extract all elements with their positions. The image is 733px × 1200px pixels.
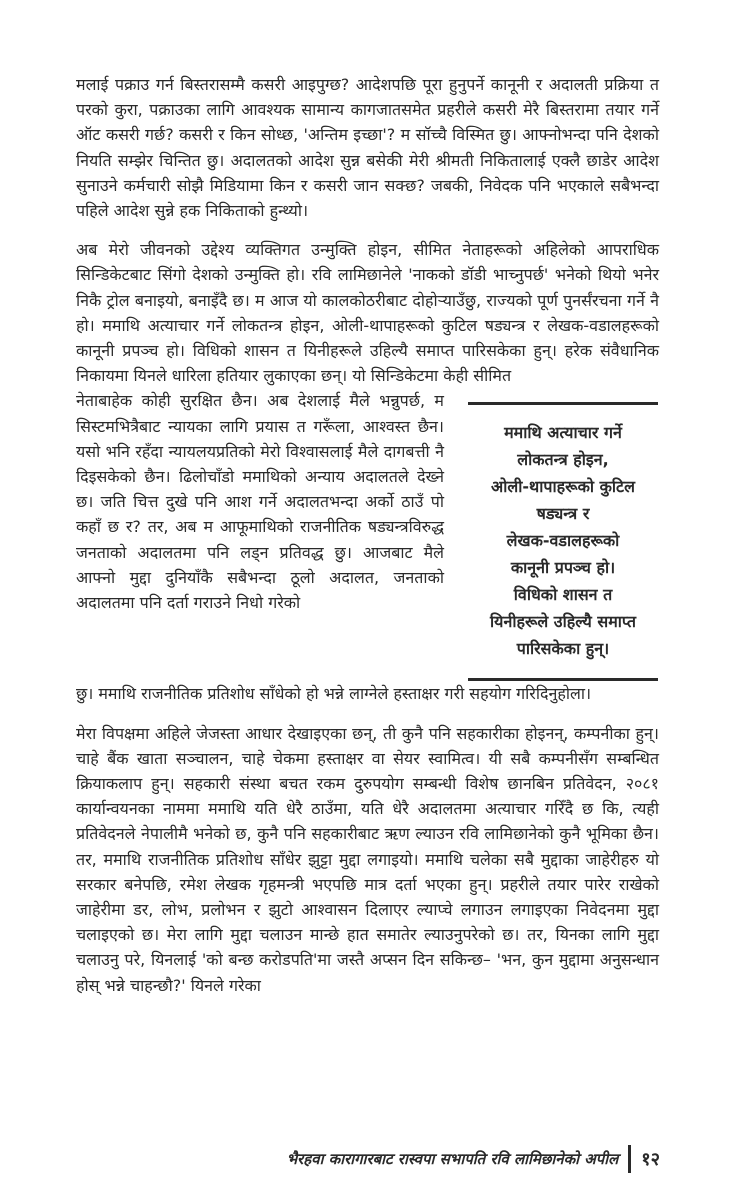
paragraph-purpose: अब मेरो जीवनको उद्देश्य व्यक्तिगत उन्मुक्ति होइन, सीमित नेताहरूको अहिलेको आपराधिक सिन्डिकेटबाट सिंगो देशको उन्मुक्ति हो। रवि लामिछानेले 'नाकको डॉडी भाच्नुपर्छ' भनेको थियो भनेर निकै ट्रोल बनाइयो, बनाइँदै छ। म आज यो कालकोठरीबाट दोहोऱ्याउँछु, राज्यको पूर्ण पुनर्संरचना गर्ने नै हो। ममाथि अत्याचार गर्ने लोकतन्त्र होइन, ओली-थापाहरूको कुटिल षड्यन्त्र र लेखक-वडालहरूको कानूनी प्रपञ्च हो। विधिको शासन त यिनीहरूले उहिल्यै समाप्त पारिसकेका हुन्। हरेक संवैधानिक निकायमा यिनले धारिला हतियार लुकाएका छन्। यो सिन्डिकेटमा केही सीमित bbox=[76, 240, 659, 386]
pull-quote-line: ममाथि अत्याचार गर्ने bbox=[504, 423, 622, 443]
paragraph-cases: मेरा विपक्षमा अहिले जेजस्ता आधार देखाइएका छन्, ती कुनै पनि सहकारीका होइनन्, कम्पनीका हुन्। चाहे बैंक खाता सञ्चालन, चाहे चेकमा हस्ताक्षर वा सेयर स्वामित्व। यी सबै कम्पनीसँग सम्बन्धित क्रियाकलाप हुन्। सहकारी संस्था बचत रकम दुरुपयोग सम्बन्धी विशेष छानबिन प्रतिवेदन, २०८१ कार्यान्वयनका नाममा ममाथि यति धेरै ठाउँमा, यति धेरै अदालतमा अत्याचार गरिँदै छ कि, त्यही प्रतिवेदनले नेपालीमै भनेको छ, कुनै पनि सहकारीबाट ऋण ल्याउन रवि लामिछानेको कुनै भूमिका छैन। तर, ममाथि राजनीतिक प्रतिशोध साँधेर झुट्टा मुद्दा लगाइयो। ममाथि चलेका सबै मुद्दाका जाहेरीहरु यो सरकार बनेपछि, रमेश लेखक गृहमन्त्री भएपछि मात्र दर्ता भएका हुन्। प्रहरीले तयार पारेर राखेको जाहेरीमा डर, लोभ, प्रलोभन र झुटो आश्वासन दिलाएर ल्याप्चे लगाउन लगाइएका निवेदनमा मुद्दा चलाइएको छ। मेरा लागि मुद्दा चलाउन मान्छे हात समातेर ल्याउनुपरेको छ। तर, यिनका लागि मुद्दा चलाउनु परे, यिनलाई 'को बन्छ करोडपति'मा जस्तै अप्सन दिन सकिन्छ– 'भन, कुन मुद्दामा अनुसन्धान होस् भन्ने चाहन्छौ?' यिनले गरेका bbox=[76, 723, 659, 995]
pull-quote-line: यिनीहरूले उहिल्यै समाप्त bbox=[490, 612, 636, 632]
paragraph-purpose-wrapped: नेताबाहेक कोही सुरक्षित छैन। अब देशलाई मैले भन्नुपर्छ, म सिस्टमभित्रैबाट न्यायका लागि प्रयास त गरूँला, आश्वस्त छैन। यसो भनि रहँदा न्यायलयप्रतिको मेरो विश्वासलाई मैले दागबत्ती नै दिइसकेको छैन। ढिलोचाँडो ममाथिको अन्याय अदालतले देख्ने छ। जति चित्त दुखे पनि आश गर्ने अदालतभन्दा अर्को ठाउँ पो कहाँ छ र? तर, अब म आफूमाथिको राजनीतिक षड्यन्त्रविरुद्ध जनताको अदालतमा पनि लड्न प्रतिवद्ध छु। आजबाट मैले आफ्नो मुद्दा दुनियाँकै सबैभन्दा ठूलो अदालत, जनताको अदालतमा पनि दर्ता गराउने निधो गरेको bbox=[76, 391, 444, 613]
footer-title: भैरहवा कारागारबाट रास्वपा सभापति रवि लामिछानेको अपील bbox=[286, 1150, 619, 1168]
paragraph-arrest: मलाई पक्राउ गर्न बिस्तरासम्मै कसरी आइपुग्छ? आदेशपछि पूरा हुनुपर्ने कानूनी र अदालती प्रक्रिया त परको कुरा, पक्राउका लागि आवश्यक सामान्य कागजातसमेत प्रहरीले कसरी मेरै बिस्तरामा तयार गर्ने ऑट कसरी गर्छ? कसरी र किन सोध्छ, 'अन्तिम इच्छा'? म सॉच्चै विस्मित छु। आफ्नोभन्दा पनि देशको नियति सम्झेर चिन्तित छु। अदालतको आदेश सुन्न बसेकी मेरी श्रीमती निकितालाई एक्लै छाडेर आदेश सुनाउने कर्मचारी सोझै मिडियामा किन र कसरी जान सक्छ? जबकी, निवेदक पनि भएकाले सबैभन्दा पहिले आदेश सुन्ने हक निकिताको हुन्थ्यो। bbox=[76, 75, 659, 221]
pull-quote-line: पारिसकेका हुन्। bbox=[516, 639, 610, 659]
wrapped-section bbox=[76, 388, 659, 681]
paragraph-purpose-end: छु। ममाथि राजनीतिक प्रतिशोध साँधेको हो भन्ने लाग्नेले हस्ताक्षर गरी सहयोग गरिदिनुहोला। bbox=[76, 684, 592, 704]
page-body bbox=[76, 72, 659, 998]
footer-divider bbox=[628, 1145, 631, 1173]
pull-quote-line: विधिको शासन त bbox=[513, 585, 613, 605]
pull-quote-line: ओली-थापाहरूको कुटिल bbox=[491, 477, 635, 497]
pull-quote-line: लेखक-वडालहरूको bbox=[506, 531, 620, 551]
pull-quote-line: षड्यन्त्र र bbox=[536, 504, 590, 524]
pull-quote-line: लोकतन्त्र होइन, bbox=[517, 450, 609, 470]
pull-quote-line: कानूनी प्रपञ्च हो। bbox=[510, 558, 616, 578]
pull-quote bbox=[468, 402, 658, 681]
page-footer bbox=[190, 1145, 660, 1173]
page-number: १२ bbox=[641, 1149, 660, 1170]
